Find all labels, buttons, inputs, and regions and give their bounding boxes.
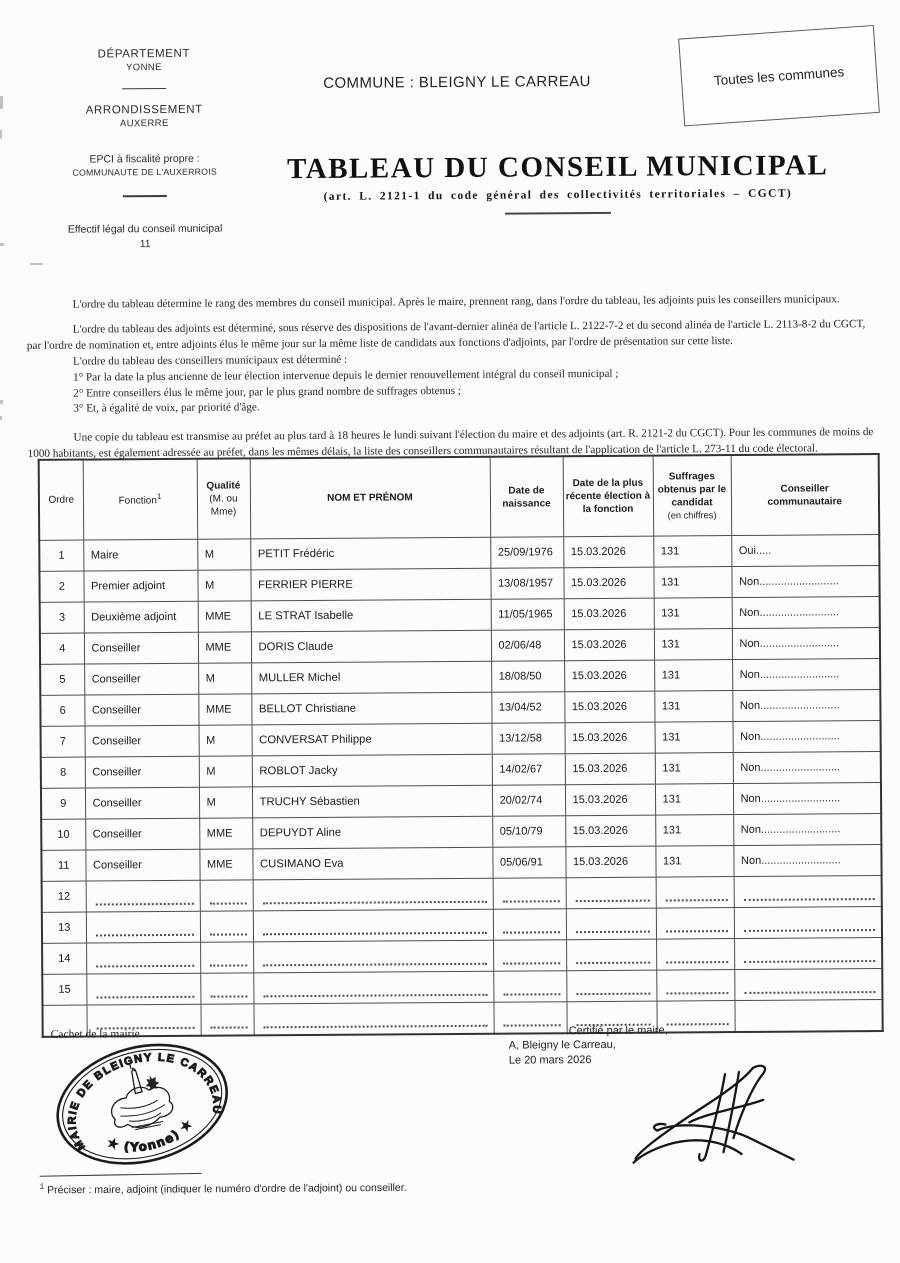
departement-label: DÉPARTEMENT [97, 47, 191, 61]
cell-qualite [200, 880, 253, 911]
cell-qualite: MME [198, 601, 251, 632]
cell-naissance: 13/04/52 [491, 692, 564, 724]
cell-nom: DORIS Claude [251, 630, 491, 663]
cell-naissance [493, 909, 566, 941]
cell-communautaire [734, 999, 882, 1032]
cell-suffrages: 131 [654, 660, 732, 692]
cell-suffrages: 131 [653, 536, 731, 568]
cell-nom: PETIT Frédéric [250, 537, 490, 570]
col-header-ordre: Ordre [39, 460, 84, 541]
cell-qualite: M [198, 663, 251, 694]
council-table [38, 453, 884, 1038]
divider [122, 88, 166, 90]
commune-title: COMMUNE : BLEIGNY LE CARREAU [323, 73, 591, 92]
paragraph: L'ordre du tableau des conseillers municipaux est déterminé : [72, 353, 348, 368]
cell-fonction: Conseiller [85, 787, 199, 819]
table-header-row [39, 454, 880, 540]
cell-suffrages [656, 908, 734, 940]
scan-artifact [30, 263, 43, 265]
cell-ordre: 12 [42, 881, 86, 912]
cell-naissance: 05/10/79 [492, 816, 565, 848]
col-header-communautaire: Conseiller communautaire [731, 454, 880, 536]
cell-communautaire: Non.......................... [732, 659, 880, 691]
cell-fonction: Conseiller [85, 849, 199, 881]
cell-suffrages: 131 [654, 598, 732, 630]
divider [123, 195, 167, 197]
cell-ordre: 11 [41, 850, 85, 881]
cell-suffrages: 131 [654, 629, 732, 661]
cell-suffrages: 131 [653, 567, 731, 599]
cell-communautaire: Non.......................... [733, 751, 881, 783]
cell-ordre: 8 [41, 757, 85, 788]
cell-nom: MULLER Michel [251, 661, 491, 694]
cell-naissance: 18/08/50 [491, 661, 564, 693]
col-header-fonction: Fonction$^1$ [83, 459, 198, 540]
cell-ordre: 7 [41, 726, 85, 757]
cell-qualite: MME [198, 694, 251, 725]
page-title: TABLEAU DU CONSEIL MUNICIPAL [286, 149, 829, 186]
cell-qualite: MME [199, 818, 252, 849]
scan-artifact [0, 130, 2, 139]
title-underline [505, 212, 611, 214]
cell-suffrages [656, 939, 734, 971]
table-row [42, 999, 882, 1036]
cell-qualite: MME [199, 849, 252, 880]
cell-election: 15.03.2026 [563, 567, 653, 599]
cell-naissance: 25/09/1976 [490, 537, 563, 569]
cell-qualite: MME [198, 632, 251, 663]
cell-communautaire: Non.......................... [732, 597, 880, 629]
cell-election: 15.03.2026 [565, 722, 655, 754]
footnote-text: Préciser : maire, adjoint (indiquer le numéro d'ordre de l'adjoint) ou conseiller. [47, 1181, 407, 1197]
cell-communautaire [734, 906, 882, 938]
cell-nom [253, 971, 493, 1004]
cell-election: 15.03.2026 [563, 536, 653, 568]
cell-fonction: Premier adjoint [83, 570, 197, 602]
col-header-election: Date de la plus récente élection à la fonction [563, 456, 654, 537]
cell-suffrages: 131 [655, 846, 733, 878]
departement-value: YONNE [125, 62, 162, 74]
cell-nom [253, 909, 493, 942]
cell-fonction: Maire [83, 539, 197, 571]
col-header-nom: NOM ET PRÉNOM [250, 457, 491, 539]
arrondissement-value: AUXERRE [119, 118, 169, 130]
ordinal-item: 2° Entre conseillers élus le même jour, par le plus grand nombre de suffrages obtenus ; [73, 384, 462, 400]
cell-ordre: 15 [42, 974, 86, 1005]
cell-election: 15.03.2026 [564, 629, 654, 661]
certified-date: Le 20 mars 2026 [508, 1053, 592, 1067]
cell-communautaire [734, 968, 882, 1000]
epci-label: EPCI à fiscalité propre : [89, 153, 200, 166]
col-header-naissance: Date de naissance [490, 456, 564, 537]
cell-election: 15.03.2026 [565, 784, 655, 816]
cell-election: 15.03.2026 [564, 691, 654, 723]
cell-election [566, 939, 656, 971]
cell-naissance: 20/02/74 [492, 785, 565, 817]
cell-ordre: 9 [41, 788, 85, 819]
cell-qualite [200, 911, 253, 942]
cell-nom [253, 1002, 493, 1035]
cell-fonction [86, 942, 200, 974]
cell-election: 15.03.2026 [565, 815, 655, 847]
scan-artifact [0, 416, 2, 420]
cell-suffrages: 131 [654, 691, 732, 723]
cell-nom: FERRIER PIERRE [250, 568, 490, 601]
cell-election [566, 970, 656, 1002]
cell-fonction: Conseiller [84, 694, 198, 726]
cell-nom: ROBLOT Jacky [252, 754, 492, 787]
legal-text-block [27, 292, 880, 463]
cell-fonction: Conseiller [85, 756, 199, 788]
cell-qualite [200, 1004, 253, 1036]
arrondissement-label: ARRONDISSEMENT [85, 104, 203, 117]
cell-qualite: M [199, 725, 252, 756]
ordinal-item: 3° Et, à égalité de voix, par priorité d'âge. [73, 401, 260, 416]
cell-fonction: Conseiller [85, 818, 199, 850]
cell-election: 15.03.2026 [565, 753, 655, 785]
cell-communautaire: Non.......................... [733, 782, 881, 814]
cell-communautaire [734, 875, 882, 907]
cell-naissance [493, 878, 566, 910]
cell-ordre: 14 [42, 943, 86, 974]
cell-communautaire [734, 937, 882, 969]
cell-qualite [200, 942, 253, 973]
cell-ordre: 2 [39, 571, 83, 602]
cell-communautaire: Non.......................... [733, 720, 881, 752]
cell-qualite: M [197, 570, 250, 601]
mairie-stamp [34, 1037, 247, 1172]
footnote-marker: 1 [156, 491, 162, 501]
cell-suffrages [656, 877, 734, 909]
cell-nom [253, 940, 493, 973]
mayor-signature [629, 1060, 802, 1169]
scan-artifact [0, 243, 4, 246]
footnote-number: 1 [39, 1181, 45, 1191]
footnote [40, 1179, 407, 1196]
cell-communautaire: Oui..... [731, 535, 879, 567]
scan-artifact [0, 400, 3, 404]
ordinal-item: 1° Par la date la plus ancienne de leur élection intervenue depuis le dernier renouvellement intégral du conseil municipal ; [73, 367, 619, 384]
effectif-value: 11 [139, 237, 151, 250]
cell-nom: DEPUYDT Aline [252, 816, 492, 849]
cell-communautaire: Non.......................... [731, 566, 879, 598]
cell-communautaire: Non.......................... [732, 628, 880, 660]
cell-fonction: Conseiller [85, 725, 199, 757]
cell-naissance: 13/08/1957 [490, 568, 563, 600]
cell-ordre: 4 [40, 633, 84, 664]
cell-fonction [86, 973, 200, 1005]
footnote-rule [40, 1173, 202, 1177]
cell-election [566, 877, 656, 909]
cell-suffrages: 131 [655, 815, 733, 847]
cell-fonction: Conseiller [84, 632, 198, 664]
cell-suffrages: 131 [655, 784, 733, 816]
cell-naissance: 02/06/48 [491, 630, 564, 662]
cell-qualite [200, 973, 253, 1004]
cell-naissance: 13/12/58 [492, 723, 565, 755]
stamp-bottom-text: ★ (Yonne) ★ [105, 1116, 196, 1155]
paragraph: L'ordre du tableau des adjoints est déterminé, sous réserve des dispositions de l'avant-dernier alinéa de l'article L. 2122-7-2 et du second alinéa de l'article L. 2113-8-2 du CGCT, par l'ordre de nomination et, entre adjoints élus le même jour sur la même liste de candidats aux fonctions d'adjoints, par l'ordre de présentation sur cette liste. [26, 318, 866, 352]
cell-nom: LE STRAT Isabelle [251, 599, 491, 632]
cell-naissance [493, 940, 566, 972]
cell-nom: TRUCHY Sébastien [252, 785, 492, 818]
cell-nom: CUSIMANO Eva [252, 847, 492, 880]
page-subtitle: (art. L. 2121-1 du code général des collectivités territoriales – CGCT) [323, 187, 793, 203]
cell-qualite: M [199, 787, 252, 818]
cell-election: 15.03.2026 [565, 846, 655, 878]
cell-suffrages: 131 [655, 722, 733, 754]
cell-ordre: 13 [42, 912, 86, 943]
paragraph: Une copie du tableau est transmise au préfet au plus tard à 18 heures le lundi suivant l'élection du maire et des adjoints (art. R. 2121-2 du CGCT). Pour les communes de moins de 1000 habitants, est également adressée au préfet, dans les mêmes délais, la liste des conseillers communautaires résultant de l'application de l'article L. 273-11 du code électoral. [27, 426, 874, 461]
cell-ordre: 6 [40, 695, 84, 726]
cell-fonction: Conseiller [84, 663, 198, 695]
cell-communautaire: Non.......................... [733, 813, 881, 845]
cell-fonction: Deuxième adjoint [84, 601, 198, 633]
cell-ordre: 3 [40, 602, 84, 633]
toutes-les-communes-box [678, 25, 880, 126]
effectif-label: Effectif légal du conseil municipal [67, 222, 223, 236]
scan-artifact [0, 96, 3, 109]
stamp-ring-text: MAIRIE DE BLEIGNY LE CARREAU [66, 1051, 223, 1153]
toutes-les-communes-label: Toutes les communes [713, 63, 845, 88]
cell-qualite: M [197, 539, 250, 570]
cell-suffrages: 131 [655, 753, 733, 785]
cell-naissance: 11/05/1965 [491, 599, 564, 631]
cell-fonction [86, 911, 200, 943]
certified-place: A, Bleigny le Carreau, [508, 1039, 616, 1052]
cell-suffrages [656, 1001, 734, 1033]
cell-communautaire: Non.......................... [733, 844, 881, 876]
epci-value: COMMUNAUTE DE L'AUXERROIS [72, 167, 217, 179]
cell-fonction [86, 880, 200, 912]
col-header-suffrages: Suffrages obtenus par le candidat (en chiffres) [653, 455, 732, 536]
cachet-label: Cachet de la mairie [50, 1028, 140, 1041]
certified-line: Certifié par le maire, [568, 1024, 668, 1038]
cell-naissance [493, 971, 566, 1003]
cell-naissance: 05/06/91 [492, 847, 565, 879]
cell-election [566, 908, 656, 940]
col-header-qualite: Qualité (M. ou Mme) [197, 458, 251, 539]
cell-election: 15.03.2026 [564, 660, 654, 692]
title-block [238, 149, 878, 216]
cell-naissance: 14/02/67 [492, 754, 565, 786]
cell-qualite: M [199, 756, 252, 787]
cell-election: 15.03.2026 [564, 598, 654, 630]
paragraph: L'ordre du tableau détermine le rang des membres du conseil municipal. Après le maire, prennent rang, dans l'ordre du tableau, les adjoints puis les conseillers municipaux. [72, 293, 840, 311]
cell-suffrages [656, 970, 734, 1002]
cell-nom [253, 878, 493, 911]
header-left-block [49, 47, 240, 250]
cell-nom: BELLOT Christiane [251, 692, 491, 725]
cell-ordre: 1 [39, 540, 83, 571]
cell-communautaire: Non.......................... [732, 690, 880, 722]
cell-ordre: 5 [40, 664, 84, 695]
cell-nom: CONVERSAT Philippe [252, 723, 492, 756]
cell-ordre: 10 [41, 819, 85, 850]
